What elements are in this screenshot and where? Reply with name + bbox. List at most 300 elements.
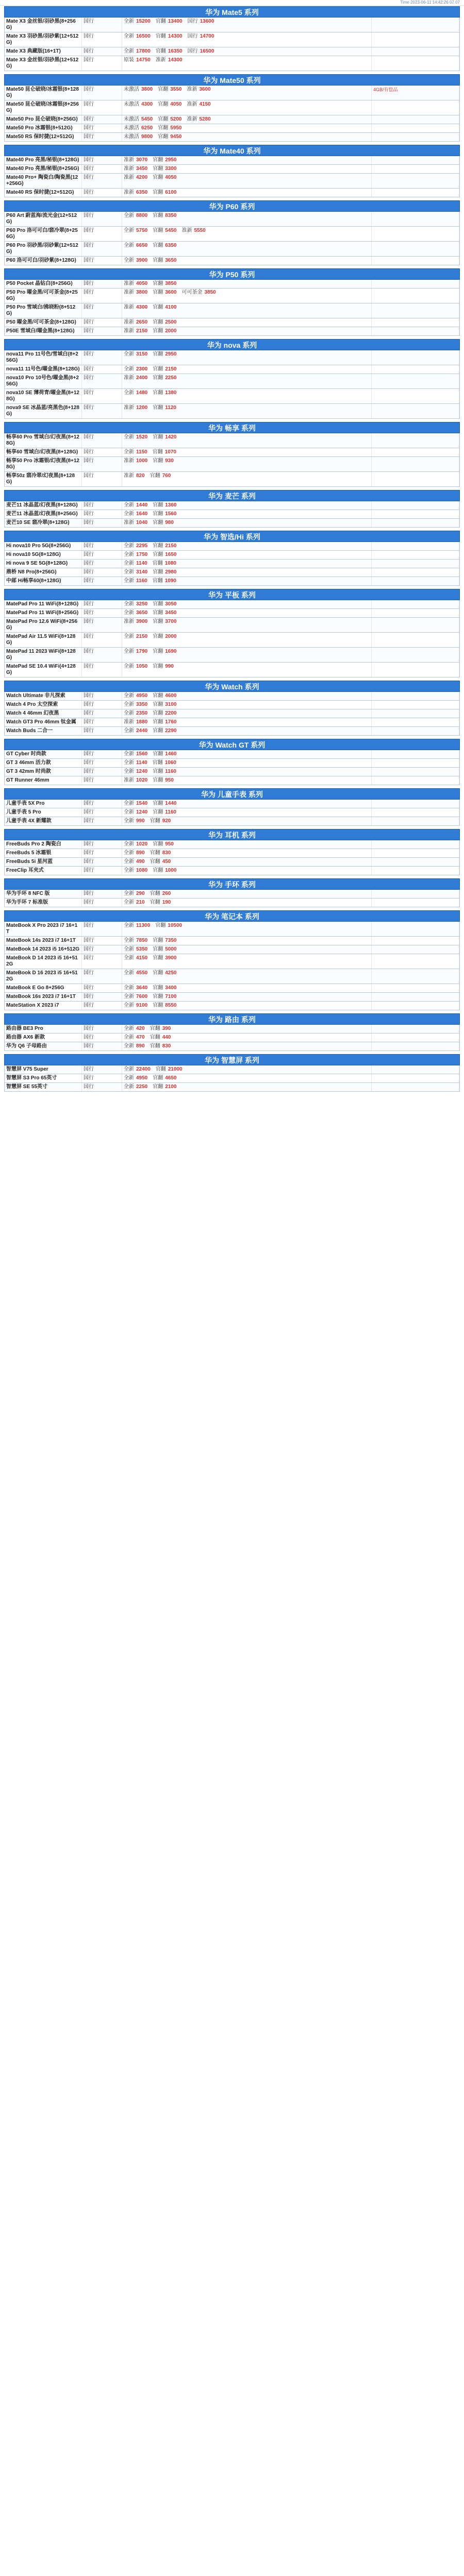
- variant-price: 3100: [165, 702, 177, 707]
- variant-item: [150, 900, 171, 906]
- variant-list: [122, 1074, 372, 1082]
- variant-label: 全新: [124, 1043, 134, 1049]
- section: [4, 739, 460, 785]
- variant-item: [153, 985, 176, 991]
- variant-item: [153, 190, 176, 196]
- region-tag: 国行: [82, 648, 122, 662]
- variant-item: [153, 561, 176, 567]
- model-name: Hi nova 9 SE 5G(8+128G): [5, 560, 82, 568]
- variant-price: 950: [165, 777, 174, 783]
- variant-price: 420: [136, 1026, 145, 1031]
- variant-item: [124, 728, 147, 734]
- variant-label: 官翻: [153, 511, 163, 517]
- variant-price: 9450: [170, 134, 182, 140]
- table-row: [4, 448, 460, 457]
- variant-price: 21000: [168, 1066, 183, 1072]
- variant-label: 官翻: [153, 841, 163, 847]
- variant-item: [153, 946, 176, 953]
- price-sheet: [4, 6, 460, 1095]
- region-tag: 国行: [82, 318, 122, 327]
- region-tag: 国行: [82, 984, 122, 992]
- table-row: [4, 600, 460, 609]
- variant-item: [124, 290, 147, 296]
- variant-label: 官翻: [153, 868, 163, 873]
- variant-price: 1080: [164, 561, 176, 566]
- model-name: 畅享50 Pro 冰霜银/幻夜黑(8+128G): [5, 457, 82, 471]
- variant-price: 3900: [165, 955, 177, 961]
- variant-item: [124, 366, 147, 372]
- row-note: [372, 692, 459, 700]
- variant-price: 950: [165, 841, 174, 847]
- model-name: Mate X3 金丝银/羽砂黑(12+512G): [5, 56, 82, 71]
- model-name: 华为手环 7 标准版: [5, 899, 82, 907]
- variant-list: [122, 115, 372, 124]
- variant-item: [124, 1003, 147, 1009]
- variant-price: 5350: [136, 946, 148, 952]
- row-note: [372, 124, 459, 132]
- variant-item: [153, 434, 176, 440]
- model-name: Watch GT3 Pro 46mm 钛金属: [5, 718, 82, 726]
- variant-list: [122, 759, 372, 767]
- variant-label: 官翻: [150, 891, 160, 896]
- variant-item: [124, 511, 147, 517]
- section: [4, 788, 460, 826]
- variant-item: [153, 693, 176, 699]
- variant-price: 7350: [165, 938, 177, 943]
- row-note: [372, 472, 459, 486]
- variant-item: [124, 710, 147, 717]
- table-row: [4, 501, 460, 510]
- variant-price: 3650: [136, 610, 148, 616]
- model-name: MateBook 14s 2023 i7 16+1T: [5, 937, 82, 945]
- variant-label: 全新: [124, 891, 134, 896]
- region-tag: 国行: [82, 692, 122, 700]
- table-row: [4, 1025, 460, 1033]
- variant-item: [124, 850, 145, 856]
- variant-list: [122, 551, 372, 559]
- variant-item: [153, 405, 176, 411]
- variant-label: 官翻: [152, 449, 163, 455]
- region-tag: 国行: [82, 867, 122, 875]
- variant-item: [124, 1075, 147, 1081]
- section: [4, 339, 460, 419]
- variant-label: 官翻: [153, 710, 163, 716]
- model-name: 路由器 AX6 新款: [5, 1033, 82, 1042]
- variant-price: 3600: [165, 290, 177, 295]
- variant-list: [122, 510, 372, 518]
- region-tag: 国行: [82, 100, 122, 115]
- table-row: [4, 189, 460, 197]
- variant-item: [153, 375, 176, 381]
- variant-label: 全新: [124, 634, 134, 639]
- variant-item: [124, 693, 147, 699]
- section-title: 华为 平板 系列: [4, 589, 460, 600]
- table-row: [4, 100, 460, 115]
- variant-label: 官翻: [158, 125, 169, 131]
- variant-price: 930: [165, 458, 174, 464]
- variant-price: 1760: [165, 719, 177, 725]
- variant-price: 2000: [165, 634, 177, 639]
- variant-price: 2950: [165, 351, 177, 357]
- variant-list: [122, 609, 372, 617]
- table-row: [4, 86, 460, 100]
- table-row: [4, 718, 460, 727]
- section-title: 华为 路由 系列: [4, 1013, 460, 1025]
- region-tag: 国行: [82, 86, 122, 100]
- variant-price: 9100: [136, 1003, 148, 1008]
- variant-label: 全新: [124, 702, 134, 707]
- variant-label: 全新: [124, 801, 134, 806]
- model-name: 智慧屏 S3 Pro 65英寸: [5, 1074, 82, 1082]
- section-title: 华为 智慧屏 系列: [4, 1054, 460, 1065]
- variant-label: 全新: [124, 258, 134, 263]
- table-row: [4, 404, 460, 419]
- model-name: 华为手环 8 NFC 版: [5, 890, 82, 898]
- variant-price: 820: [136, 473, 145, 479]
- variant-item: [153, 634, 176, 640]
- variant-price: 1160: [136, 578, 147, 584]
- variant-label: 国行: [187, 48, 198, 54]
- row-note: [372, 100, 459, 115]
- variant-list: [122, 969, 372, 984]
- variant-price: 3640: [136, 985, 148, 991]
- variant-price: 890: [136, 850, 145, 856]
- variant-item: [124, 809, 147, 816]
- variant-price: 16350: [168, 48, 183, 54]
- region-tag: 国行: [82, 1025, 122, 1033]
- variant-list: [122, 701, 372, 709]
- variant-list: [122, 692, 372, 700]
- region-tag: 国行: [82, 1065, 122, 1074]
- variant-item: [153, 366, 176, 372]
- model-name: 麦芒11 冰晶蓝/幻夜黑(8+128G): [5, 501, 82, 510]
- variant-price: 4550: [136, 970, 148, 976]
- model-name: MateBook 14 2023 i5 16+512G: [5, 945, 82, 954]
- row-note: [372, 1074, 459, 1082]
- model-name: MateBook E Go 8+256G: [5, 984, 82, 992]
- table-row: [4, 709, 460, 718]
- variant-list: [122, 365, 372, 374]
- variant-price: 5280: [199, 116, 211, 122]
- variant-item: [124, 19, 151, 25]
- variant-item: [124, 328, 147, 334]
- row-note: [372, 840, 459, 849]
- variant-label: 官翻: [155, 33, 166, 39]
- model-name: GT Cyber 时尚款: [5, 750, 82, 758]
- row-note: [372, 922, 459, 936]
- variant-label: 全新: [124, 693, 134, 699]
- variant-label: 官翻: [153, 166, 163, 172]
- model-name: P50 Pocket 晶钻白(8+256G): [5, 280, 82, 288]
- variant-item: [124, 87, 153, 93]
- row-note: [372, 1025, 459, 1033]
- variant-label: 官翻: [153, 190, 163, 195]
- table-row: [4, 840, 460, 849]
- section-title: 华为 Watch 系列: [4, 681, 460, 692]
- region-tag: 国行: [82, 448, 122, 456]
- variant-label: 全新: [124, 228, 134, 233]
- model-name: MateBook D 16 2023 i5 16+512G: [5, 969, 82, 984]
- variant-item: [124, 994, 147, 1000]
- row-note: [372, 165, 459, 173]
- variant-item: [153, 502, 176, 509]
- variant-label: 官翻: [153, 502, 163, 508]
- model-name: P50 Pro 雪域白/拂晓粉(8+512G): [5, 303, 82, 318]
- variant-price: 1540: [136, 801, 148, 806]
- table-row: [4, 18, 460, 32]
- variant-price: 13400: [168, 19, 183, 24]
- variant-label: 准新: [155, 57, 166, 63]
- variant-list: [122, 289, 372, 303]
- section-title: 华为 笔记本 系列: [4, 910, 460, 922]
- variant-list: [122, 800, 372, 808]
- row-note: [372, 289, 459, 303]
- variant-label: 准新: [124, 375, 134, 381]
- row-note: [372, 727, 459, 735]
- variant-price: 4050: [136, 281, 148, 286]
- section: [4, 268, 460, 336]
- table-row: [4, 776, 460, 785]
- variant-label: 准新: [124, 304, 134, 310]
- table-row: [4, 969, 460, 984]
- variant-label: 国行: [187, 33, 198, 39]
- variant-label: 官翻: [153, 985, 163, 991]
- variant-label: 官翻: [153, 243, 163, 248]
- variant-price: 990: [136, 818, 145, 824]
- variant-price: 1440: [165, 801, 177, 806]
- variant-label: 官翻: [153, 634, 163, 639]
- variant-price: 2980: [165, 569, 177, 575]
- variant-list: [122, 212, 372, 226]
- variant-label: 全新: [124, 1066, 134, 1072]
- variant-label: 全新: [124, 985, 134, 991]
- table-row: [4, 759, 460, 768]
- table-row: [4, 1065, 460, 1074]
- model-name: Mate50 Pro 昆仑破晓(8+256G): [5, 115, 82, 124]
- variant-item: [153, 290, 176, 296]
- variant-price: 1880: [136, 719, 148, 725]
- variant-label: 官翻: [153, 458, 163, 464]
- section: [4, 829, 460, 875]
- region-tag: 国行: [82, 890, 122, 898]
- variant-item: [150, 850, 171, 856]
- variant-price: 440: [162, 1035, 171, 1040]
- variant-item: [153, 166, 176, 172]
- variant-list: [122, 448, 372, 456]
- variant-price: 980: [165, 520, 174, 526]
- variant-price: 3450: [136, 166, 148, 172]
- row-note: [372, 448, 459, 456]
- section: [4, 1054, 460, 1092]
- model-name: MateBook D 14 2023 i5 16+512G: [5, 954, 82, 969]
- region-tag: 国行: [82, 280, 122, 288]
- row-note: [372, 984, 459, 992]
- variant-label: 全新: [124, 809, 134, 815]
- variant-price: 5750: [136, 228, 148, 233]
- row-note: [372, 510, 459, 518]
- variant-label: 全新: [124, 728, 134, 734]
- variant-label: 官翻: [153, 702, 163, 707]
- section-title: 华为 Mate40 系列: [4, 145, 460, 156]
- variant-label: 全新: [124, 818, 134, 824]
- variant-price: 2440: [136, 728, 148, 734]
- variant-item: [124, 1026, 145, 1032]
- variant-price: 2290: [165, 728, 177, 734]
- variant-label: 准新: [187, 116, 197, 122]
- variant-label: 官翻: [150, 850, 160, 856]
- model-name: FreeBuds 5 冰霜银: [5, 849, 82, 857]
- variant-item: [158, 116, 181, 123]
- variant-label: 官翻: [153, 751, 163, 757]
- variant-item: [153, 351, 176, 358]
- variant-item: [124, 868, 147, 874]
- row-note: [372, 501, 459, 510]
- variant-item: [124, 891, 145, 897]
- variant-price: 7100: [165, 994, 177, 999]
- variant-price: 9800: [141, 134, 153, 140]
- row-note: [372, 156, 459, 164]
- variant-item: [153, 664, 174, 670]
- variant-item: [124, 281, 147, 287]
- region-tag: 国行: [82, 577, 122, 585]
- variant-price: 3850: [165, 281, 177, 286]
- region-tag: 国行: [82, 115, 122, 124]
- row-note: [372, 365, 459, 374]
- variant-label: 准新: [124, 190, 134, 195]
- variant-item: [124, 116, 153, 123]
- row-note: [372, 32, 459, 47]
- row-note: [372, 808, 459, 817]
- variant-item: [158, 134, 181, 140]
- variant-label: 官翻: [153, 258, 163, 263]
- variant-list: [122, 663, 372, 677]
- model-name: 儿童手表 5 Pro: [5, 808, 82, 817]
- variant-list: [122, 858, 372, 866]
- variant-label: 官翻: [153, 970, 163, 976]
- variant-price: 1360: [165, 502, 177, 508]
- region-tag: 国行: [82, 701, 122, 709]
- variant-label: 全新: [124, 390, 134, 396]
- variant-label: 全新: [124, 1084, 134, 1090]
- variant-list: [122, 600, 372, 608]
- variant-price: 3800: [136, 290, 148, 295]
- variant-item: [124, 1084, 147, 1090]
- row-note: [372, 776, 459, 785]
- region-tag: 国行: [82, 568, 122, 577]
- variant-price: 1140: [136, 561, 147, 566]
- variant-list: [122, 984, 372, 992]
- region-tag: 国行: [82, 727, 122, 735]
- region-tag: 国行: [82, 800, 122, 808]
- region-tag: 国行: [82, 56, 122, 71]
- region-tag: 国行: [82, 808, 122, 817]
- variant-item: [124, 955, 147, 961]
- region-tag: 国行: [82, 849, 122, 857]
- row-note: [372, 633, 459, 647]
- variant-item: [150, 1035, 171, 1041]
- model-name: 畅享60 雪域白/幻夜黑(8+128G): [5, 448, 82, 456]
- row-note: [372, 1065, 459, 1074]
- model-name: nova11 Pro 11号色/雪域白(8+256G): [5, 350, 82, 365]
- variant-price: 450: [162, 859, 171, 865]
- variant-list: [122, 542, 372, 550]
- variant-item: [124, 190, 147, 196]
- variant-item: [150, 1043, 171, 1049]
- variant-list: [122, 890, 372, 898]
- table-row: [4, 165, 460, 174]
- variant-price: 2150: [136, 328, 148, 334]
- variant-price: 4050: [170, 101, 182, 107]
- variant-list: [122, 817, 372, 825]
- variant-item: [124, 569, 147, 575]
- model-name: Mate X3 羽砂黑/羽砂紫(12+512G): [5, 32, 82, 47]
- variant-price: 920: [162, 818, 171, 824]
- section-title: 华为 Watch GT 系列: [4, 739, 460, 750]
- variant-label: 官翻: [155, 19, 166, 24]
- variant-list: [122, 519, 372, 527]
- variant-item: [153, 649, 176, 655]
- section: [4, 74, 460, 142]
- variant-item: [124, 434, 147, 440]
- variant-price: 760: [162, 473, 171, 479]
- variant-item: [150, 818, 171, 824]
- variant-list: [122, 472, 372, 486]
- variant-label: 准新: [124, 157, 134, 163]
- variant-price: 2300: [136, 366, 148, 372]
- variant-item: [124, 702, 147, 708]
- variant-price: 1240: [136, 809, 148, 815]
- model-name: MatePad Pro 11 WiFi(8+256G): [5, 609, 82, 617]
- variant-label: 官翻: [153, 994, 163, 999]
- model-name: Mate50 Pro 冰霜银(8+512G): [5, 124, 82, 132]
- variant-label: 官翻: [153, 664, 163, 669]
- region-tag: 国行: [82, 709, 122, 718]
- region-tag: 国行: [82, 124, 122, 132]
- variant-price: 3450: [165, 610, 177, 616]
- region-tag: 国行: [82, 899, 122, 907]
- variant-label: 官翻: [153, 543, 163, 549]
- variant-label: 全新: [124, 900, 134, 905]
- section-title: 华为 P50 系列: [4, 268, 460, 280]
- row-note: [372, 280, 459, 288]
- row-note: [372, 759, 459, 767]
- row-note: [372, 937, 459, 945]
- variant-label: 官翻: [150, 900, 160, 905]
- variant-price: 5550: [194, 228, 206, 233]
- variant-price: 1000: [136, 458, 148, 464]
- model-name: Mate50 RS 保时捷(12+512G): [5, 133, 82, 141]
- variant-label: 官翻: [153, 390, 163, 396]
- variant-list: [122, 776, 372, 785]
- variant-item: [153, 228, 176, 234]
- variant-list: [122, 937, 372, 945]
- variant-list: [122, 577, 372, 585]
- variant-label: 准新: [124, 520, 134, 526]
- table-row: [4, 257, 460, 265]
- variant-price: 890: [136, 1043, 145, 1049]
- table-row: [4, 389, 460, 404]
- region-tag: 国行: [82, 156, 122, 164]
- variant-label: 官翻: [153, 619, 163, 624]
- variant-label: 官翻: [153, 1084, 163, 1090]
- variant-label: 官翻: [153, 769, 163, 774]
- variant-price: 16500: [200, 48, 214, 54]
- variant-label: 全新: [124, 578, 134, 584]
- region-tag: 国行: [82, 165, 122, 173]
- variant-item: [124, 134, 153, 140]
- variant-item: [124, 1035, 145, 1041]
- variant-label: 官翻: [158, 87, 169, 92]
